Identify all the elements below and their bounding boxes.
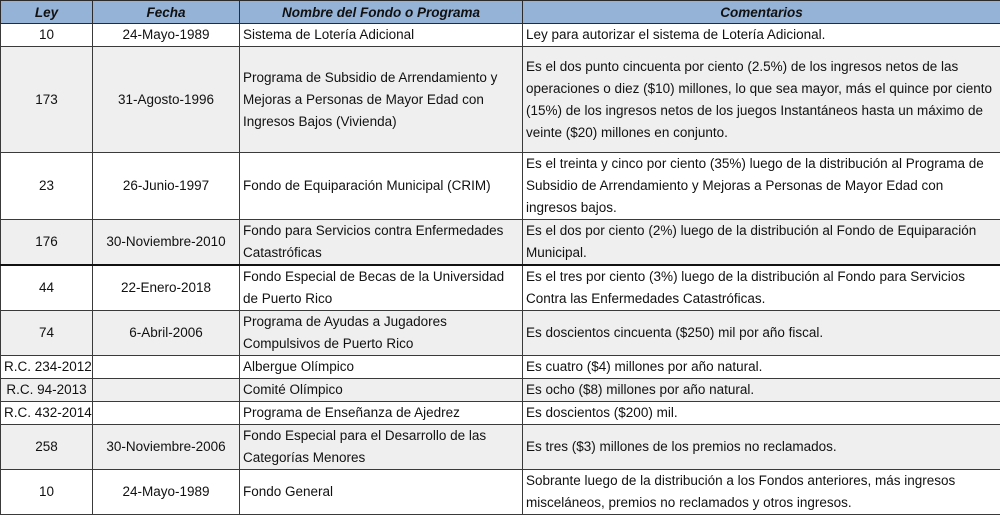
cell-comentarios: Sobrante luego de la distribución a los Fondos anteriores, más ingresos misceláneos, premios no reclamados y otros ingresos. <box>523 470 1000 515</box>
table-row <box>1 24 1000 47</box>
cell-comentarios: Es el dos por ciento (2%) luego de la distribución al Fondo de Equiparación Municipal. <box>523 220 1000 266</box>
cell-ley: R.C. 432-2014 <box>1 402 93 425</box>
table-row <box>1 311 1000 356</box>
cell-fecha: 22-Enero-2018 <box>93 265 240 311</box>
header-nombre: Nombre del Fondo o Programa <box>240 1 523 24</box>
header-comentarios: Comentarios <box>523 1 1000 24</box>
cell-nombre: Programa de Ayudas a Jugadores Compulsivos de Puerto Rico <box>240 311 523 356</box>
cell-nombre: Fondo General <box>240 470 523 515</box>
cell-fecha <box>93 402 240 425</box>
cell-ley: R.C. 234-2012 <box>1 356 93 379</box>
cell-fecha: 6-Abril-2006 <box>93 311 240 356</box>
cell-nombre: Sistema de Lotería Adicional <box>240 24 523 47</box>
cell-comentarios: Es el dos punto cincuenta por ciento (2.5%) de los ingresos netos de las operaciones o diez ($10) millones, lo que sea mayor, más el quince por ciento (15%) de los ingresos netos de los juegos Instantáneos hasta un máximo de veinte ($20) millones en conjunto. <box>523 47 1000 153</box>
cell-ley: 10 <box>1 24 93 47</box>
cell-fecha <box>93 379 240 402</box>
cell-fecha <box>93 356 240 379</box>
cell-ley: 74 <box>1 311 93 356</box>
cell-ley: 23 <box>1 153 93 220</box>
header-fecha: Fecha <box>93 1 240 24</box>
cell-fecha: 30-Noviembre-2010 <box>93 220 240 266</box>
table-row <box>1 402 1000 425</box>
cell-ley: 44 <box>1 265 93 311</box>
table-row <box>1 356 1000 379</box>
cell-nombre: Comité Olímpico <box>240 379 523 402</box>
cell-comentarios: Es el treinta y cinco por ciento (35%) luego de la distribución al Programa de Subsidio de Arrendamiento y Mejoras a Personas de Mayor Edad con ingresos bajos. <box>523 153 1000 220</box>
table-row <box>1 425 1000 470</box>
header-ley: Ley <box>1 1 93 24</box>
cell-fecha: 24-Mayo-1989 <box>93 470 240 515</box>
cell-fecha: 30-Noviembre-2006 <box>93 425 240 470</box>
cell-nombre: Programa de Subsidio de Arrendamiento y Mejoras a Personas de Mayor Edad con Ingresos Bajos (Vivienda) <box>240 47 523 153</box>
table-row <box>1 265 1000 311</box>
cell-fecha: 26-Junio-1997 <box>93 153 240 220</box>
cell-comentarios: Es doscientos cincuenta ($250) mil por año fiscal. <box>523 311 1000 356</box>
cell-comentarios: Es ocho ($8) millones por año natural. <box>523 379 1000 402</box>
cell-ley: R.C. 94-2013 <box>1 379 93 402</box>
cell-fecha: 24-Mayo-1989 <box>93 24 240 47</box>
cell-nombre: Fondo para Servicios contra Enfermedades Catastróficas <box>240 220 523 266</box>
cell-comentarios: Es tres ($3) millones de los premios no reclamados. <box>523 425 1000 470</box>
table-row <box>1 379 1000 402</box>
cell-fecha: 31-Agosto-1996 <box>93 47 240 153</box>
cell-nombre: Fondo Especial para el Desarrollo de las Categorías Menores <box>240 425 523 470</box>
cell-ley: 10 <box>1 470 93 515</box>
cell-nombre: Fondo de Equiparación Municipal (CRIM) <box>240 153 523 220</box>
header-row <box>1 1 1000 24</box>
cell-nombre: Fondo Especial de Becas de la Universidad de Puerto Rico <box>240 265 523 311</box>
cell-comentarios: Es el tres por ciento (3%) luego de la distribución al Fondo para Servicios Contra las Enfermedades Catastróficas. <box>523 265 1000 311</box>
cell-nombre: Programa de Enseñanza de Ajedrez <box>240 402 523 425</box>
table-row <box>1 47 1000 153</box>
cell-ley: 173 <box>1 47 93 153</box>
table-row <box>1 153 1000 220</box>
cell-comentarios: Es cuatro ($4) millones por año natural. <box>523 356 1000 379</box>
cell-comentarios: Ley para autorizar el sistema de Lotería Adicional. <box>523 24 1000 47</box>
cell-ley: 176 <box>1 220 93 266</box>
table-row <box>1 470 1000 515</box>
cell-comentarios: Es doscientos ($200) mil. <box>523 402 1000 425</box>
cell-ley: 258 <box>1 425 93 470</box>
table-row <box>1 220 1000 266</box>
cell-nombre: Albergue Olímpico <box>240 356 523 379</box>
